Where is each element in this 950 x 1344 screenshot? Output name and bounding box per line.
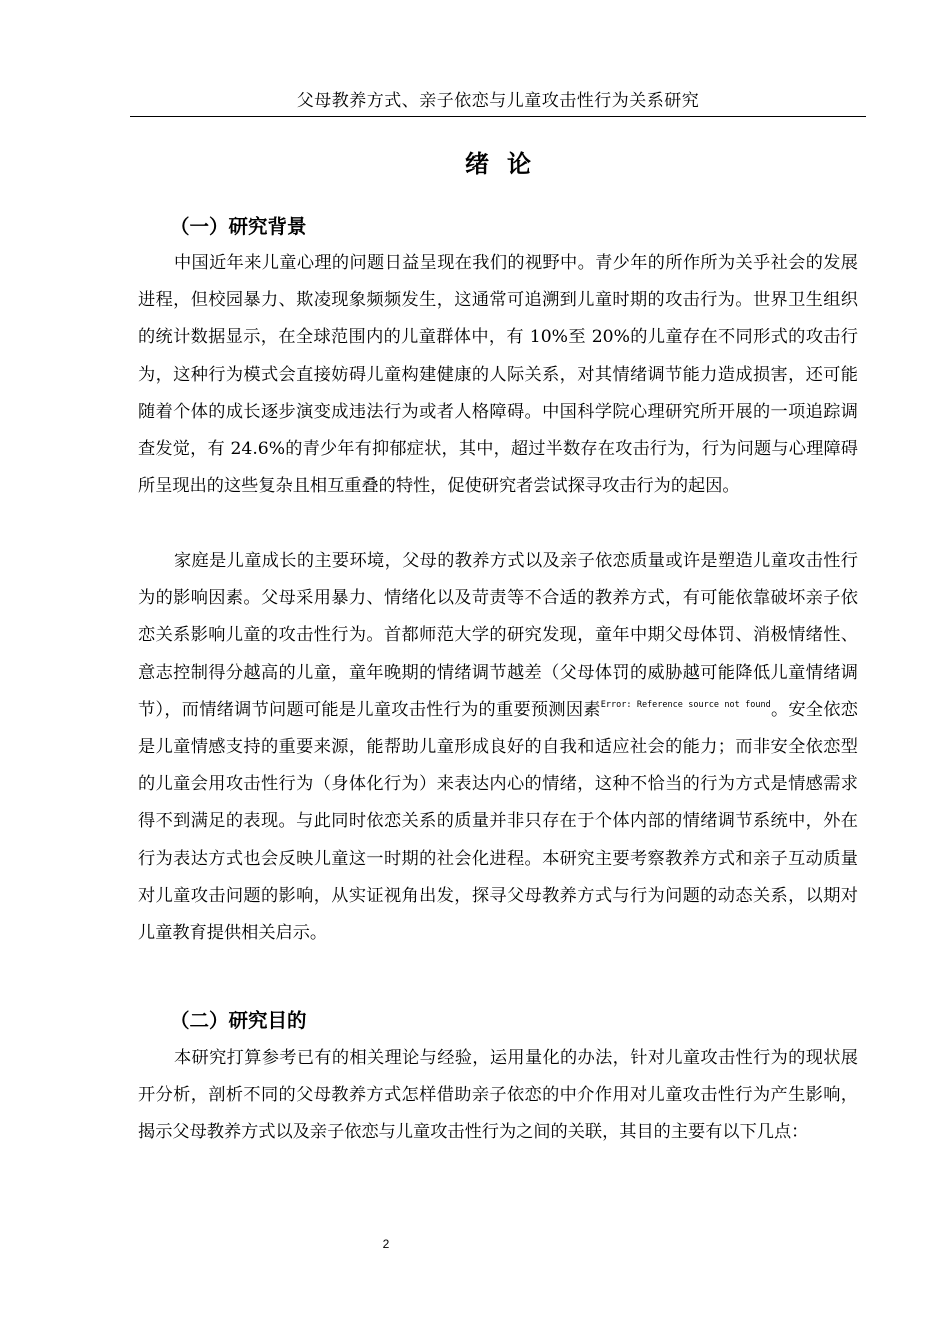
section-heading-purpose: （二）研究目的 <box>170 1009 307 1032</box>
section-heading-background: （一）研究背景 <box>170 215 307 238</box>
paragraph-background-1: 中国近年来儿童心理的问题日益呈现在我们的视野中。青少年的所作所为关乎社会的发展进程，但校园暴力、欺凌现象频频发生，这通常可追溯到儿童时期的攻击行为。世界卫生组织的统计数据显示，在全球范围内的儿童群体中，有 10%至 20%的儿童存在不同形式的攻击行为，这种行为模式会直接妨碍儿童构建健康的人际关系，对其情绪调节能力造成损害，还可能随着个体的成长逐步演变成违法行为或者人格障碍。中国科学院心理研究所开展的一项追踪调查发觉，有 24.6%的青少年有抑郁症状，其中，超过半数存在攻击行为，行为问题与心理障碍所呈现出的这些复杂且相互重叠的特性，促使研究者尝试探寻攻击行为的起因。 <box>138 253 858 497</box>
reference-error-note: Error: Reference source not found <box>600 699 771 710</box>
chapter-title: 绪论 <box>465 150 549 178</box>
running-header: 父母教养方式、亲子依恋与儿童攻击性行为关系研究 <box>296 91 700 111</box>
paragraph-text-after-ref: 。安全依恋是儿童情感支持的重要来源，能帮助儿童形成良好的自我和适应社会的能力；而非安全依恋型的儿童会用攻击性行为（身体化行为）来表达内心的情绪，这种不恰当的行为方式是情感需求得不到满足的表现。与此同时依恋关系的质量并非只存在于个体内部的情绪调节系统中，外在行为表达方式也会反映儿童这一时期的社会化进程。本研究主要考察教养方式和亲子互动质量对儿童攻击问题的影响，从实证视角出发，探寻父母教养方式与行为问题的动态关系，以期对儿童教育提供相关启示。 <box>138 699 858 944</box>
paragraph-text-before-ref: 家庭是儿童成长的主要环境，父母的教养方式以及亲子依恋质量或许是塑造儿童攻击性行为的影响因素。父母采用暴力、情绪化以及苛责等不合适的教养方式，有可能依靠破坏亲子依恋关系影响儿童的攻击性行为。首都师范大学的研究发现，童年中期父母体罚、消极情绪性、意志控制得分越高的儿童，童年晚期的情绪调节越差（父母体罚的威胁越可能降低儿童情绪调节），而情绪调节问题可能是儿童攻击性行为的重要预测因素 <box>138 551 858 720</box>
header-rule <box>130 116 866 117</box>
paragraph-purpose: 本研究打算参考已有的相关理论与经验，运用量化的办法，针对儿童攻击性行为的现状展开分析，剖析不同的父母教养方式怎样借助亲子依恋的中介作用对儿童攻击性行为产生影响，揭示父母教养方式以及亲子依恋与儿童攻击性行为之间的关联，其目的主要有以下几点： <box>138 1048 858 1143</box>
page-number: 2 <box>382 1237 390 1251</box>
paragraph-background-2 <box>138 543 858 952</box>
